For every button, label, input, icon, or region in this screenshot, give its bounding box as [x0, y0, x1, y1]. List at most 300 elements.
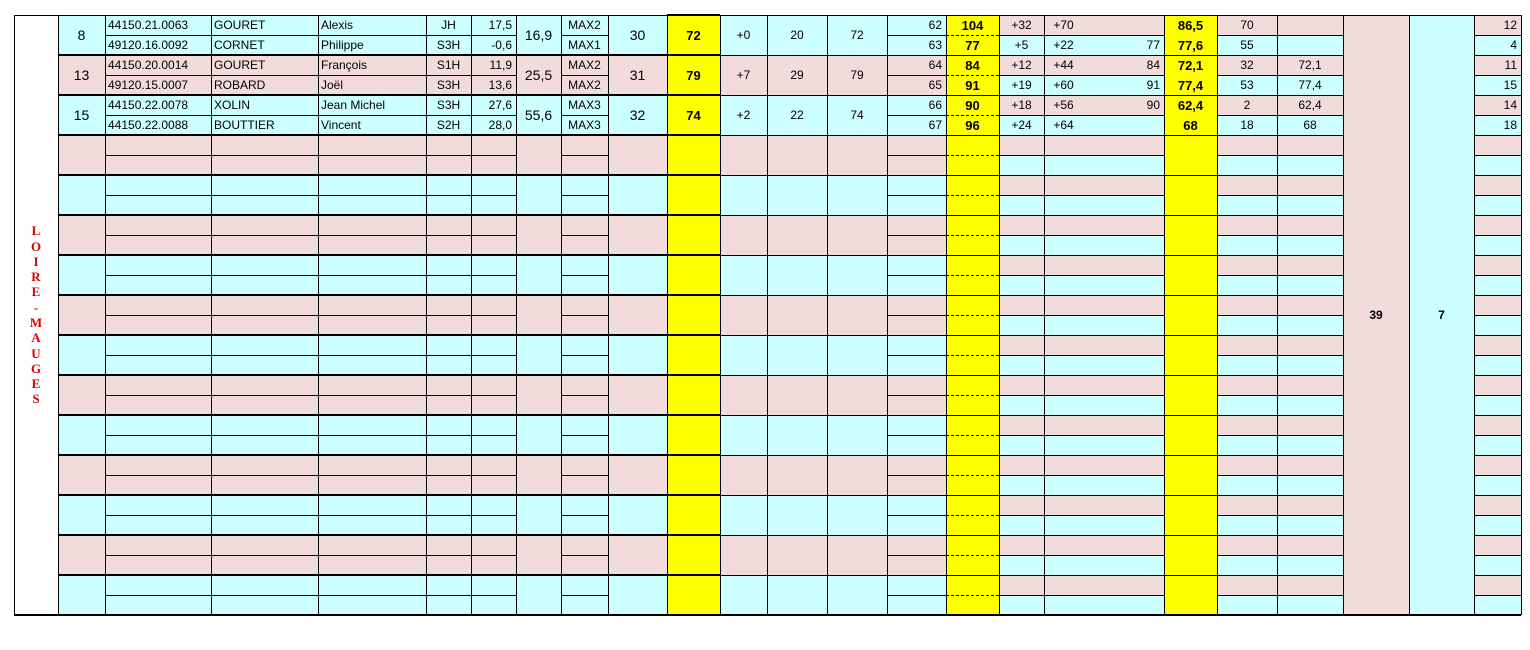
stats-cell	[1217, 435, 1343, 455]
player-delta: +5	[1014, 38, 1029, 52]
grid-line	[887, 555, 946, 556]
grid-line	[561, 195, 608, 196]
stats-cell	[1217, 475, 1343, 495]
grid-line	[946, 555, 999, 556]
grid-line	[1474, 355, 1521, 356]
team-stat: 72	[850, 28, 864, 42]
grid-line	[1474, 475, 1521, 476]
grid-line	[561, 475, 608, 476]
grid-line	[667, 494, 720, 496]
grid-line	[999, 175, 1343, 176]
player-position: 63	[928, 38, 942, 52]
player-delta: +22	[1053, 38, 1074, 52]
stats-cell	[1217, 295, 1343, 315]
grid-line	[946, 595, 999, 596]
grid-line	[1474, 515, 1521, 516]
region-letter: A	[31, 330, 41, 346]
grid-line	[887, 195, 946, 196]
stats-cell	[999, 235, 1164, 255]
player-final: 4	[1510, 38, 1517, 52]
player-category: JH	[441, 18, 456, 32]
grid-line	[1217, 395, 1343, 396]
player-points: 70	[1240, 18, 1254, 32]
grid-line	[946, 315, 999, 316]
region-letter: R	[31, 269, 41, 285]
grid-line	[720, 255, 946, 256]
stats-cell	[1217, 415, 1343, 435]
player-final: 18	[1503, 118, 1517, 132]
grid-line	[105, 435, 516, 436]
player-category: S3H	[436, 78, 461, 92]
grid-line	[58, 574, 667, 576]
grid-line	[105, 235, 516, 236]
final-cell	[1474, 255, 1521, 275]
stats-cell	[999, 175, 1164, 195]
player-license: 49120.15.0007	[108, 78, 189, 92]
player-surname: BOUTTIER	[214, 118, 275, 132]
grid-line	[946, 495, 999, 496]
player-surname: CORNET	[214, 38, 265, 52]
player-position: 62	[928, 18, 942, 32]
grid-line	[1217, 355, 1343, 356]
team-total: 72	[686, 27, 701, 43]
grid-line	[946, 215, 999, 216]
grid-line	[887, 155, 946, 156]
grid-line	[14, 614, 1521, 616]
summary-total-b: 7	[1438, 308, 1445, 322]
player-surname: ROBARD	[214, 78, 266, 92]
stats-cell	[1217, 355, 1343, 375]
player-category: S3H	[436, 98, 461, 112]
team-score: 32	[629, 107, 646, 123]
region-letter: E	[31, 376, 41, 392]
stats-cell	[1217, 335, 1343, 355]
player-index: -0,6	[491, 38, 512, 52]
player-position: 64	[928, 58, 942, 72]
grid-line	[946, 235, 999, 236]
net-column	[1164, 495, 1217, 535]
stats-cell	[999, 575, 1164, 595]
player-points: 32	[1240, 58, 1254, 72]
player-extra: 84	[1146, 58, 1160, 72]
grid-line	[58, 494, 667, 496]
grid-line	[1217, 195, 1343, 196]
grid-line	[720, 335, 946, 336]
stats-cell	[999, 215, 1164, 235]
grid-line	[946, 515, 999, 516]
grid-line	[1474, 255, 1521, 256]
stats-cell	[1217, 515, 1343, 535]
grid-line	[999, 195, 1164, 196]
pair-total: 25,5	[524, 67, 553, 83]
player-index: 28,0	[488, 118, 512, 132]
grid-line	[887, 395, 946, 396]
grid-line	[720, 415, 946, 416]
player-extra	[1065, 115, 1164, 135]
grid-line	[1474, 275, 1521, 276]
net-column	[1164, 175, 1217, 215]
net-column	[1164, 415, 1217, 455]
player-category: S1H	[436, 58, 461, 72]
stats-cell	[999, 455, 1164, 475]
final-cell	[1474, 395, 1521, 415]
net-column	[1164, 215, 1217, 255]
grid-line	[999, 155, 1164, 156]
stats-cell	[999, 395, 1164, 415]
region-letter: G	[30, 360, 42, 376]
player-firstname: Alexis	[321, 18, 354, 32]
player-handicap: MAX2	[568, 18, 601, 32]
summary-total-a: 39	[1369, 308, 1383, 322]
player-position: 67	[928, 118, 942, 132]
grid-line	[667, 254, 720, 256]
grid-line	[887, 515, 946, 516]
final-cell	[1474, 215, 1521, 235]
final-cell	[1474, 415, 1521, 435]
grid-line	[58, 414, 667, 416]
stats-cell	[1217, 595, 1343, 615]
grid-line	[999, 335, 1343, 336]
final-cell	[1474, 175, 1521, 195]
stats-cell	[999, 255, 1164, 275]
grid-line	[58, 214, 667, 216]
final-cell	[1474, 235, 1521, 255]
region-letter: S	[32, 391, 40, 407]
grid-line	[946, 255, 999, 256]
team-score: 31	[629, 67, 646, 83]
grid-line	[999, 215, 1343, 216]
player-handicap: MAX1	[568, 38, 601, 52]
region-letter: U	[31, 345, 41, 361]
player-handicap: MAX2	[568, 58, 601, 72]
region-letter: E	[31, 284, 41, 300]
team-rank: 15	[73, 107, 90, 123]
player-firstname: Philippe	[321, 38, 364, 52]
stats-cell	[1217, 375, 1343, 395]
grid-line	[105, 555, 516, 556]
final-cell	[1474, 575, 1521, 595]
player-delta: +32	[1011, 18, 1032, 32]
grid-line	[105, 195, 516, 196]
grid-line	[946, 535, 999, 536]
player-license: 44150.22.0088	[108, 118, 189, 132]
stats-cell	[999, 515, 1164, 535]
grid-line	[105, 515, 516, 516]
final-cell	[1474, 555, 1521, 575]
grid-line	[946, 135, 999, 136]
grid-line	[946, 295, 999, 296]
grid-line	[720, 215, 946, 216]
player-alt: 77,4	[1298, 78, 1322, 92]
stats-cell	[1217, 235, 1343, 255]
player-score: 96	[965, 117, 980, 133]
grid-line	[667, 174, 720, 176]
player-firstname: François	[321, 58, 368, 72]
grid-line	[1474, 295, 1521, 296]
player-final: 12	[1503, 18, 1517, 32]
player-index: 11,9	[489, 58, 512, 72]
stats-cell	[1217, 195, 1343, 215]
final-cell	[1474, 315, 1521, 335]
grid-line	[887, 275, 946, 276]
player-handicap: MAX3	[568, 98, 601, 112]
grid-line	[58, 174, 667, 176]
stats-cell	[999, 495, 1164, 515]
team-diff: +7	[736, 68, 751, 82]
stats-cell	[999, 595, 1164, 615]
grid-line	[667, 374, 720, 376]
stats-cell	[1217, 495, 1343, 515]
player-extra: 91	[1146, 78, 1160, 92]
grid-line	[561, 515, 608, 516]
player-delta: +56	[1053, 98, 1074, 112]
player-delta: +64	[1053, 118, 1074, 132]
player-license: 49120.16.0092	[108, 38, 189, 52]
grid-line	[1217, 595, 1343, 596]
player-net: 77,4	[1177, 77, 1204, 93]
region-letter: M	[29, 315, 43, 330]
grid-line	[946, 275, 999, 276]
stats-cell	[999, 535, 1164, 555]
grid-line	[999, 275, 1164, 276]
grid-line	[58, 294, 667, 296]
grid-line	[1217, 555, 1343, 556]
grid-line	[999, 455, 1343, 456]
net-column	[1164, 135, 1217, 175]
grid-line	[946, 355, 999, 356]
player-delta: +18	[1011, 98, 1032, 112]
net-column	[1164, 575, 1217, 615]
team-stat: 22	[790, 108, 804, 122]
net-column	[1164, 535, 1217, 575]
grid-line	[1474, 235, 1521, 236]
grid-line	[720, 495, 946, 496]
player-index: 17,5	[488, 18, 512, 32]
player-handicap: MAX3	[568, 118, 601, 132]
grid-line	[667, 574, 720, 576]
final-cell	[1474, 435, 1521, 455]
grid-line	[58, 534, 667, 536]
grid-line	[1217, 515, 1343, 516]
final-cell	[1474, 155, 1521, 175]
team-total: 74	[686, 107, 701, 123]
pair-total: 55,6	[524, 107, 553, 123]
player-final: 15	[1503, 78, 1517, 92]
grid-line	[58, 334, 667, 336]
grid-line	[946, 335, 999, 336]
stats-cell	[999, 355, 1164, 375]
stats-cell	[999, 375, 1164, 395]
grid-line	[999, 135, 1343, 136]
player-index: 27,6	[488, 98, 512, 112]
net-column	[1164, 455, 1217, 495]
final-cell	[1474, 335, 1521, 355]
grid-line	[1521, 15, 1522, 615]
grid-line	[999, 255, 1343, 256]
final-cell	[1474, 515, 1521, 535]
player-net: 77,6	[1177, 37, 1204, 53]
player-surname: GOURET	[214, 58, 266, 72]
stats-cell	[1217, 275, 1343, 295]
grid-line	[720, 135, 946, 136]
final-cell	[1474, 475, 1521, 495]
grid-line	[999, 415, 1343, 416]
player-license: 44150.22.0078	[108, 98, 189, 112]
team-stat: 29	[790, 68, 804, 82]
player-net: 68	[1183, 117, 1198, 133]
player-alt	[1277, 15, 1343, 35]
player-final: 11	[1504, 58, 1517, 72]
final-cell	[1474, 295, 1521, 315]
grid-line	[946, 155, 999, 156]
net-column	[1164, 335, 1217, 375]
grid-line	[720, 175, 946, 176]
grid-line	[999, 575, 1343, 576]
grid-line	[1474, 455, 1521, 456]
grid-line	[946, 375, 999, 376]
grid-line	[1217, 435, 1343, 436]
grid-line	[999, 375, 1343, 376]
grid-line	[1474, 315, 1521, 316]
grid-line	[105, 595, 516, 596]
grid-line	[887, 435, 946, 436]
player-alt	[1277, 35, 1343, 55]
stats-cell	[999, 415, 1164, 435]
region-letter: -	[33, 299, 39, 315]
grid-line	[667, 534, 720, 536]
grid-line	[887, 595, 946, 596]
grid-line	[720, 535, 946, 536]
grid-line	[105, 275, 516, 276]
stats-cell	[999, 155, 1164, 175]
stats-cell	[1217, 175, 1343, 195]
grid-line	[561, 275, 608, 276]
player-firstname: Vincent	[321, 118, 361, 132]
player-final: 14	[1503, 98, 1517, 112]
grid-line	[1474, 155, 1521, 156]
stats-cell	[999, 555, 1164, 575]
player-score: 84	[965, 57, 980, 73]
grid-line	[946, 175, 999, 176]
grid-line	[1474, 435, 1521, 436]
player-alt: 72,1	[1298, 58, 1322, 72]
player-index: 13,6	[488, 78, 512, 92]
player-firstname: Joël	[321, 78, 344, 92]
final-cell	[1474, 275, 1521, 295]
team-rank: 8	[77, 27, 86, 43]
grid-line	[1217, 155, 1343, 156]
team-stat: 74	[850, 108, 864, 122]
grid-line	[887, 355, 946, 356]
grid-line	[561, 355, 608, 356]
stats-cell	[999, 435, 1164, 455]
grid-line	[561, 555, 608, 556]
player-score: 77	[965, 37, 980, 53]
player-position: 66	[928, 98, 942, 112]
player-handicap: MAX2	[568, 78, 601, 92]
stats-cell	[999, 315, 1164, 335]
player-surname: GOURET	[214, 18, 266, 32]
grid-line	[946, 575, 999, 576]
grid-line	[58, 454, 667, 456]
final-cell	[1474, 455, 1521, 475]
stats-cell	[999, 195, 1164, 215]
grid-line	[999, 555, 1164, 556]
grid-line	[667, 334, 720, 336]
grid-line	[946, 415, 999, 416]
stats-cell	[1217, 135, 1343, 155]
final-cell	[1474, 195, 1521, 215]
stats-cell	[1217, 255, 1343, 275]
stats-cell	[1217, 155, 1343, 175]
player-score: 90	[965, 97, 980, 113]
final-cell	[1474, 355, 1521, 375]
grid-line	[1217, 315, 1343, 316]
grid-line	[999, 495, 1343, 496]
grid-line	[105, 475, 516, 476]
grid-line	[1217, 235, 1343, 236]
grid-line	[1474, 215, 1521, 216]
stats-cell	[1217, 215, 1343, 235]
grid-line	[999, 315, 1164, 316]
player-net: 62,4	[1177, 97, 1204, 113]
stats-cell	[1217, 315, 1343, 335]
grid-line	[1217, 275, 1343, 276]
player-points: 2	[1243, 98, 1251, 112]
net-column	[1164, 255, 1217, 295]
grid-line	[1217, 475, 1343, 476]
grid-line	[999, 535, 1343, 536]
grid-line	[720, 375, 946, 376]
stats-cell	[999, 335, 1164, 355]
team-diff: +0	[736, 28, 751, 42]
final-cell	[1474, 495, 1521, 515]
grid-line	[667, 294, 720, 296]
net-column	[1164, 375, 1217, 415]
grid-line	[561, 595, 608, 596]
grid-line	[887, 235, 946, 236]
final-cell	[1474, 535, 1521, 555]
player-delta: +60	[1053, 78, 1074, 92]
region-letter: O	[30, 238, 42, 254]
region-letter: I	[33, 253, 39, 269]
player-delta: +19	[1011, 78, 1032, 92]
grid-line	[1474, 535, 1521, 536]
player-category: S3H	[436, 38, 461, 52]
player-points: 53	[1240, 78, 1254, 92]
grid-line	[946, 195, 999, 196]
player-net: 86,5	[1177, 17, 1204, 33]
grid-line	[1474, 335, 1521, 336]
grid-line	[1474, 195, 1521, 196]
player-category: S2H	[436, 118, 461, 132]
player-points: 18	[1240, 118, 1254, 132]
grid-line	[1474, 175, 1521, 176]
player-firstname: Jean Michel	[321, 98, 386, 112]
stats-cell	[999, 275, 1164, 295]
team-total: 79	[686, 67, 701, 83]
grid-line	[58, 254, 667, 256]
player-alt: 68	[1303, 118, 1317, 132]
grid-line	[1474, 135, 1521, 136]
region-letter: L	[31, 223, 41, 239]
grid-line	[999, 395, 1164, 396]
net-column	[1164, 295, 1217, 335]
stats-cell	[999, 295, 1164, 315]
pair-total: 16,9	[524, 27, 553, 43]
grid-line	[1474, 595, 1521, 596]
grid-line	[999, 515, 1164, 516]
